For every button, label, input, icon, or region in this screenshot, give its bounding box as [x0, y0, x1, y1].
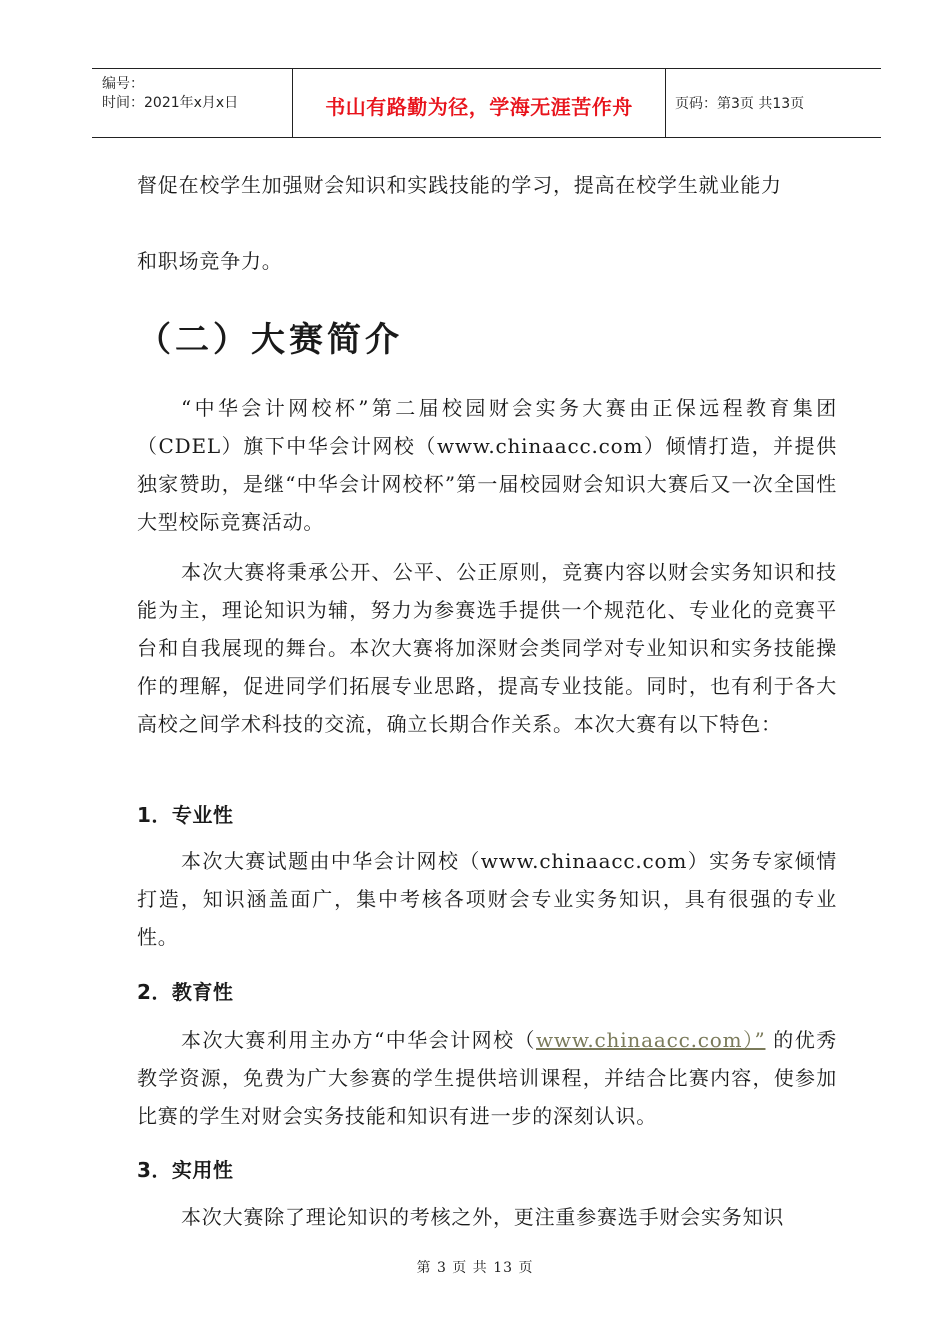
- paragraph-professional: 本次大赛试题由中华会计网校（www.chinaacc.com）实务专家倾情打造，知识涵盖面广，集中考核各项财会专业实务知识，具有很强的专业性。: [137, 849, 837, 949]
- paragraph-principles: 本次大赛将秉承公开、公平、公正原则，竞赛内容以财会实务知识和技能为主，理论知识为辅，努力为参赛选手提供一个规范化、专业化的竞赛平台和自我展现的舞台。本次大赛将加深财会类同学对专业知识和实务技能操作的理解，促进同学们拓展专业思路，提高专业技能。同时，也有利于各大高校之间学术科技的交流，确立长期合作关系。本次大赛有以下特色：: [137, 560, 837, 736]
- chinaacc-link[interactable]: www.chinaacc.com）”: [536, 1028, 766, 1052]
- header-motto: 书山有路勤为径，学海无涯苦作舟: [325, 95, 633, 119]
- header-page-cell: [666, 69, 881, 137]
- intro-line-2: 和职场竞争力。: [137, 249, 283, 273]
- educational-text-end: 的优秀教学资源，免费为广大参赛的学生提供培训课程，并结合比赛内容，使参加比赛的学生对财会实务技能和知识有进一步的深刻认识。: [137, 1028, 838, 1128]
- paragraph-intro: “中华会计网校杯”第二届校园财会实务大赛由正保远程教育集团（CDEL）旗下中华会计网校（www.chinaacc.com）倾情打造，并提供独家赞助，是继“中华会计网校杯”第一届校园财会知识大赛后又一次全国性大型校际竞赛活动。: [137, 396, 837, 534]
- feature-heading-practical: 3．实用性: [137, 1158, 234, 1182]
- feature-heading-educational: 2．教育性: [137, 980, 234, 1004]
- header-motto-cell: [293, 69, 666, 137]
- paragraph-practical: 本次大赛除了理论知识的考核之外，更注重参赛选手财会实务知识: [181, 1205, 785, 1229]
- intro-line-1: 督促在校学生加强财会知识和实践技能的学习，提高在校学生就业能力: [137, 173, 782, 197]
- paragraph-educational: [137, 1021, 837, 1135]
- header-meta-cell: [92, 69, 293, 137]
- document-number-label: 编号：: [102, 76, 144, 92]
- header-table: [92, 68, 881, 138]
- footer-page-number: 第 3 页 共 13 页: [416, 1260, 534, 1276]
- feature-heading-professional: 1．专业性: [137, 803, 234, 827]
- document-time-label: 时间：2021年x月x日: [102, 95, 239, 111]
- header-page-number: 页码：第3页 共13页: [675, 96, 805, 112]
- section-title: （二）大赛简介: [137, 320, 403, 360]
- educational-text-start: 本次大赛利用主办方“中华会计网校（: [181, 1028, 537, 1052]
